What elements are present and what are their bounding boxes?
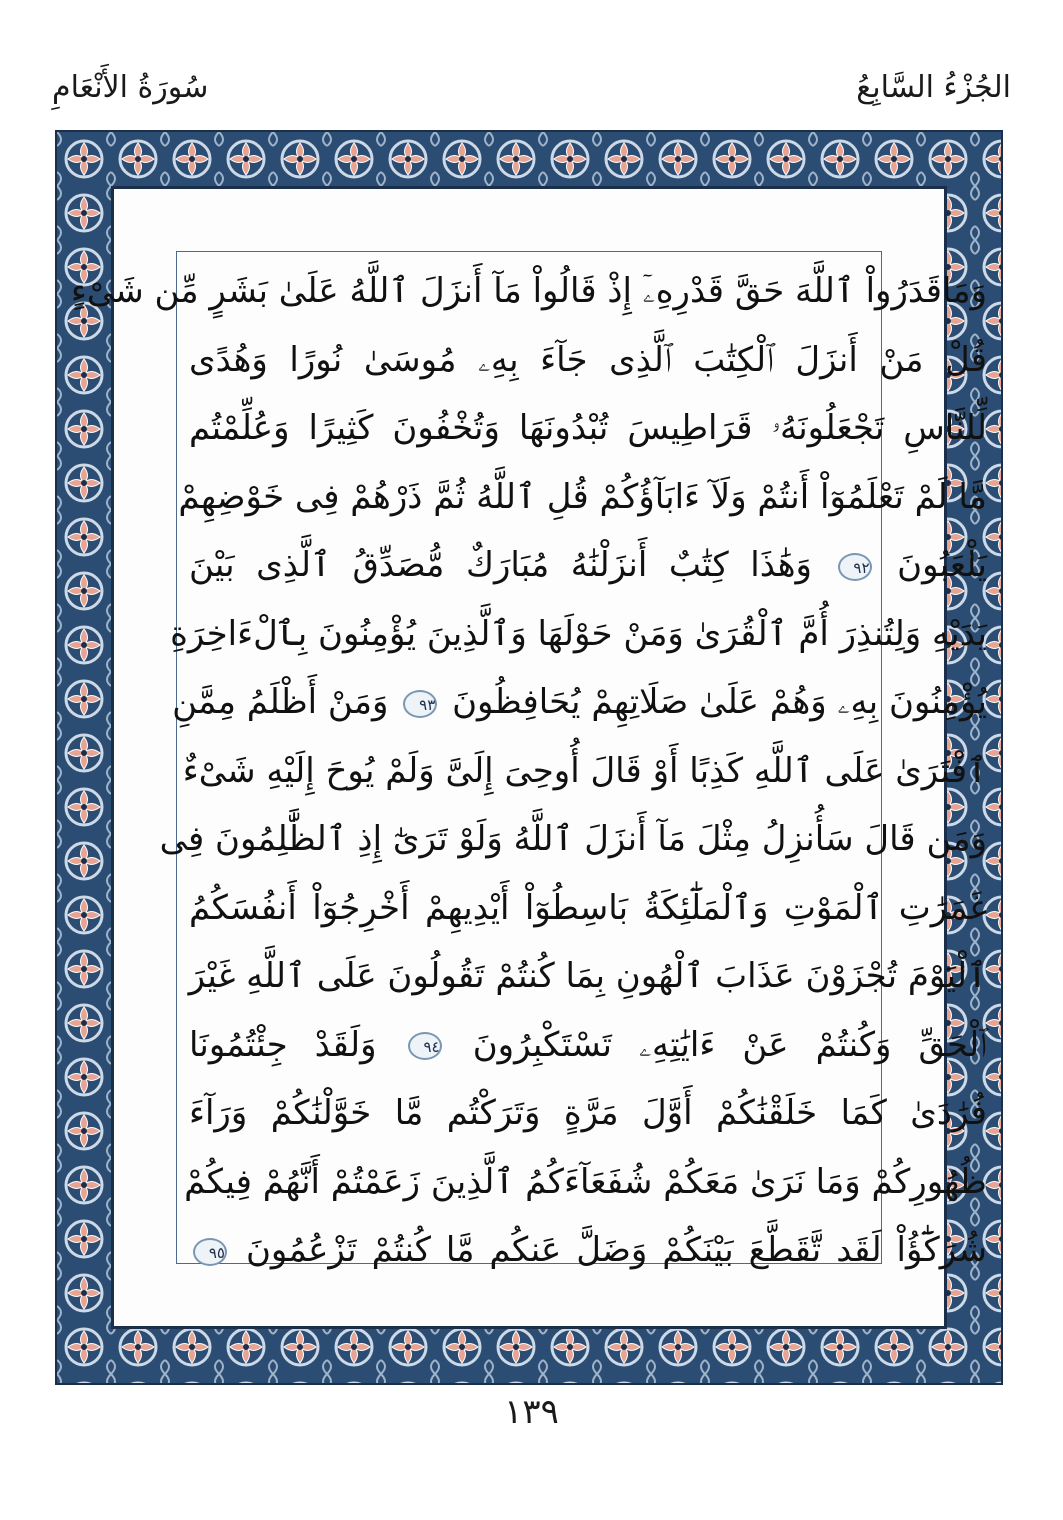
text-line: وَمَن قَالَ سَأُنزِلُ مِثْلَ مَآ أَنزَلَ ٱللَّهُ وَلَوْ تَرَىٰٓ إِذِ ٱلظَّٰلِمُونَ فِى	[159, 819, 987, 859]
verse-number-marker: ٩٣	[403, 690, 437, 718]
text-line: يُؤْمِنُونَ بِهِۦ وَهُمْ عَلَىٰ صَلَاتِهِمْ يُحَافِظُونَ ٩٣ وَمَنْ أَظْلَمُ مِمَّنِ	[172, 682, 987, 722]
verse-number-marker: ٩٢	[838, 553, 872, 581]
text-panel	[70, 186, 988, 1329]
text-line: مَّا لَمْ تَعْلَمُوٓاْ أَنتُمْ وَلَآ ءَابَآؤُكُمْ قُلِ ٱللَّهُ ثُمَّ ذَرْهُمْ فِى خَوْضِهِمْ	[178, 476, 987, 517]
text-line: لِّلنَّاسِ تَجْعَلُونَهُۥ قَرَاطِيسَ تُبْدُونَهَا وَتُخْفُونَ كَثِيرًا وَعُلِّمْتُم	[189, 408, 987, 448]
text-line: يَدَيْهِ وَلِتُنذِرَ أُمَّ ٱلْقُرَىٰ وَمَنْ حَوْلَهَا وَٱلَّذِينَ يُؤْمِنُونَ بِٱلْءَاخِرَةِ	[170, 613, 987, 654]
text-line: شُرَكَٰٓؤُاْ لَقَد تَّقَطَّعَ بَيْنَكُمْ وَضَلَّ عَنكُم مَّا كُنتُمْ تَزْعُمُونَ ٩٥	[189, 1216, 987, 1285]
juz-title: الجُزْءُ السَّابِعُ	[856, 70, 1011, 105]
text-line: ٱلْحَقِّ وَكُنتُمْ عَنْ ءَايَٰتِهِۦ تَسْتَكْبِرُونَ ٩٤ وَلَقَدْ جِئْتُمُونَا	[189, 1024, 987, 1065]
verse-number-marker: ٩٥	[193, 1238, 227, 1266]
surah-title: سُورَةُ الأَنْعَامِ	[52, 70, 209, 105]
ornamental-frame	[55, 130, 1003, 1385]
text-line: يَلْعَبُونَ ٩٢ وَهَٰذَا كِتَٰبٌ أَنزَلْنَٰهُ مُبَارَكٌ مُّصَدِّقُ ٱلَّذِى بَيْنَ	[189, 545, 988, 585]
text-line: غَمَرَٰتِ ٱلْمَوْتِ وَٱلْمَلَٰٓئِكَةُ بَاسِطُوٓاْ أَيْدِيهِمْ أَخْرِجُوٓاْ أَنفُسَكُمُ	[189, 887, 987, 928]
text-line: قُلْ مَنْ أَنزَلَ ٱلْكِتَٰبَ ٱلَّذِى جَآءَ بِهِۦ مُوسَىٰ نُورًا وَهُدًى	[189, 339, 987, 380]
text-line: ٱفْتَرَىٰ عَلَى ٱللَّهِ كَذِبًا أَوْ قَالَ أُوحِىَ إِلَىَّ وَلَمْ يُوحَ إِلَيْهِ شَىْءٌ	[182, 750, 987, 791]
page-number: ١٣٩	[504, 1392, 559, 1432]
text-line: ٱلْيَوْمَ تُجْزَوْنَ عَذَابَ ٱلْهُونِ بِمَا كُنتُمْ تَقُولُونَ عَلَى ٱللَّهِ غَيْرَ	[188, 956, 987, 996]
quran-text	[70, 257, 988, 1375]
text-line: ظُهُورِكُمْ وَمَا نَرَىٰ مَعَكُمْ شُفَعَآءَكُمُ ٱلَّذِينَ زَعَمْتُمْ أَنَّهُمْ فِيكُمْ	[184, 1161, 987, 1202]
text-line: وَمَاقَدَرُواْ ٱللَّهَ حَقَّ قَدْرِهِۦٓ إِذْ قَالُواْ مَآ أَنزَلَ ٱللَّهُ عَلَىٰ بَشَرٍ مِّن شَىْءٍ	[70, 271, 987, 311]
text-line: فُرَٰدَىٰ كَمَا خَلَقْنَٰكُمْ أَوَّلَ مَرَّةٍ وَتَرَكْتُم مَّا خَوَّلْنَٰكُمْ وَرَآءَ	[189, 1093, 987, 1133]
verse-number-marker: ٩٤	[408, 1032, 442, 1060]
